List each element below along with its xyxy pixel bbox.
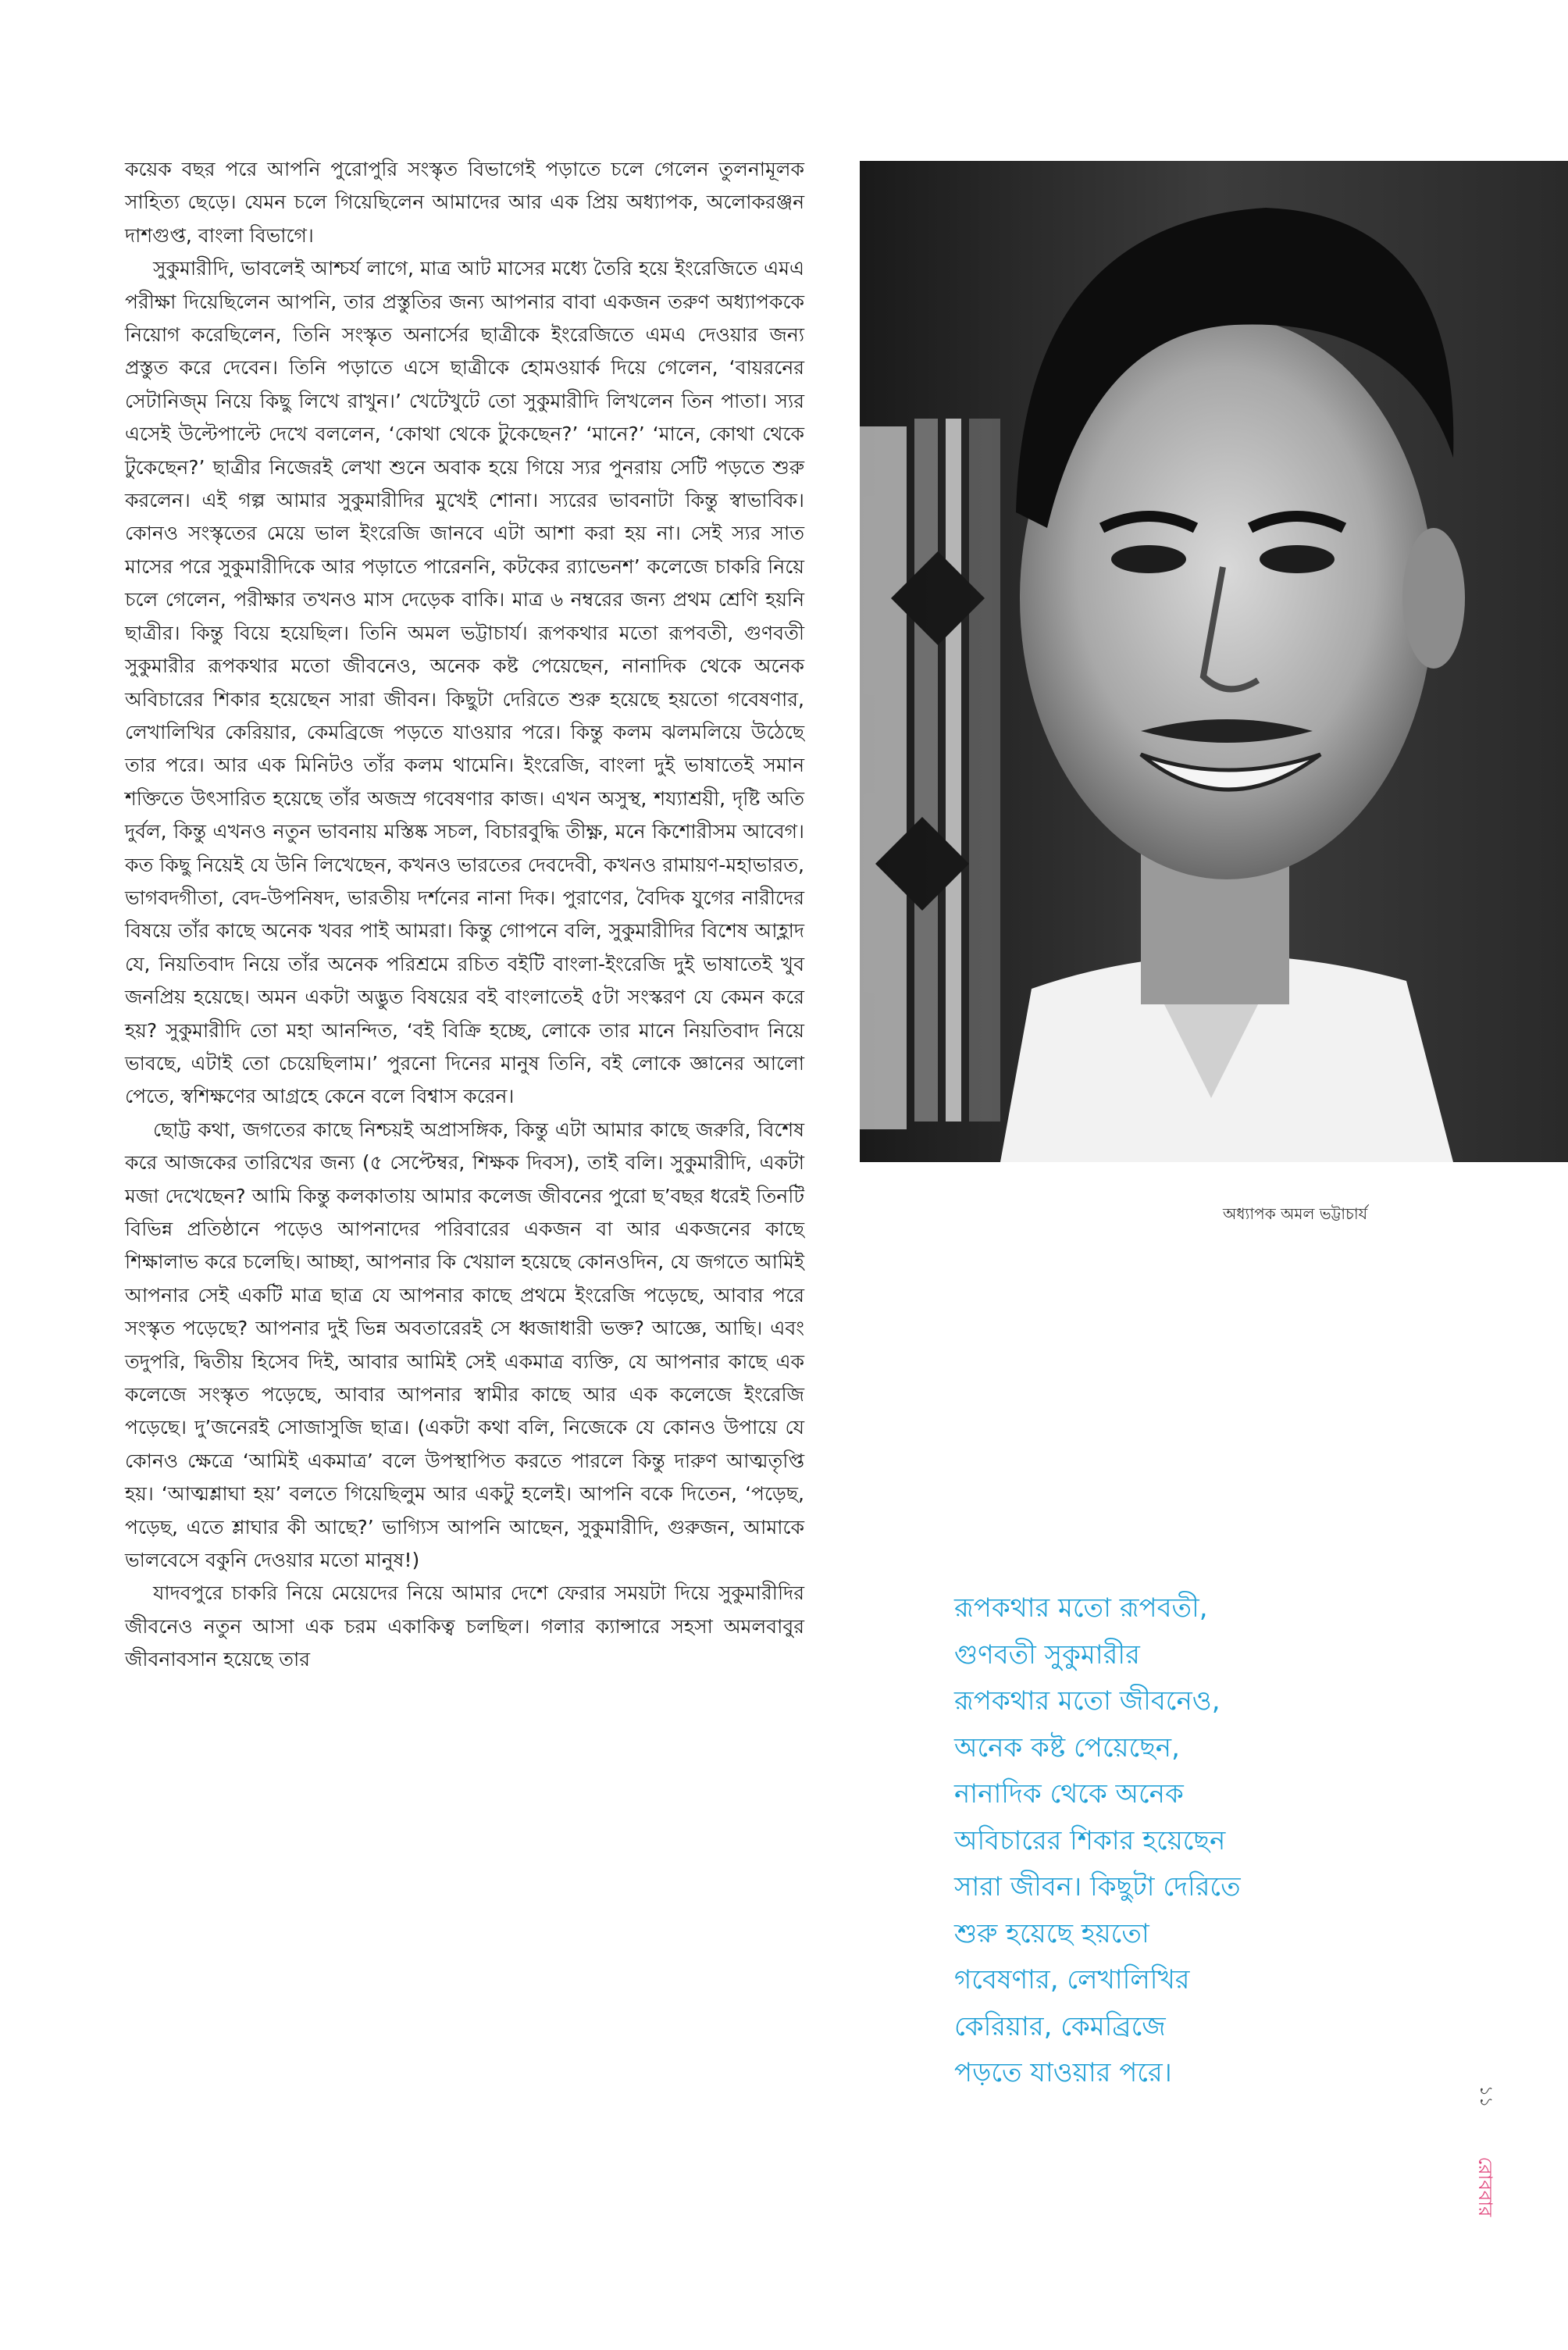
- article-paragraph: ছোট্ট কথা, জগতের কাছে নিশ্চয়ই অপ্রাসঙ্গিক, কিন্তু এটা আমার কাছে জরুরি, বিশেষ করে আজকের তারিখের জন্য (৫ সেপ্টেম্বর, শিক্ষক দিবস), তাই বলি। সুকুমারীদি, একটা মজা দেখেছেন? আমি কিন্তু কলকাতায় আমার কলেজ জীবনের পুরো ছ’বছর ধরেই তিনটি বিভিন্ন প্রতিষ্ঠানে পড়েও আপনাদের পরিবারের একজন বা আর একজনের কাছে শিক্ষালাভ করে চলেছি। আচ্ছা, আপনার কি খেয়াল হয়েছে কোনওদিন, যে জগতে আমিই আপনার সেই একটি মাত্র ছাত্র যে আপনার কাছে প্রথমে ইংরেজি পড়েছে, আবার পরে সংস্কৃত পড়েছে? আপনার দুই ভিন্ন অবতারেরই সে ধ্বজাধারী ভক্ত? আজ্ঞে, আছি। এবং তদুপরি, দ্বিতীয় হিসেব দিই, আবার আমিই সেই একমাত্র ব্যক্তি, যে আপনার কাছে এক কলেজে সংস্কৃত পড়েছে, আবার আপনার স্বামীর কাছে আর এক কলেজে ইংরেজি পড়েছে। দু’জনেরই সোজাসুজি ছাত্র। (একটা কথা বলি, নিজেকে যে কোনও উপায়ে যে কোনও ক্ষেত্রে ‘আমিই একমাত্র’ বলে উপস্থাপিত করতে পারলে কিন্তু দারুণ আত্মতৃপ্তি হয়। ‘আত্মশ্লাঘা হয়’ বলতে গিয়েছিলুম আর একটু হলেই। আপনি বকে দিতেন, ‘পড়েছ, পড়েছ, এতে শ্লাঘার কী আছে?’ ভাগ্যিস আপনি আছেন, সুকুমারীদি, গুরুজন, আমাকে ভালবেসে বকুনি দেওয়ার মতো মানুষ!): [125, 1118, 804, 1572]
- portrait-illustration: [860, 161, 1568, 1162]
- pull-quote-line: পড়তে যাওয়ার পরে।: [954, 2057, 1172, 2088]
- article-body: [125, 153, 804, 1677]
- article-paragraph: কয়েক বছর পরে আপনি পুরোপুরি সংস্কৃত বিভাগেই পড়াতে চলে গেলেন তুলনামূলক সাহিত্য ছেড়ে। যেমন চলে গিয়েছিলেন আমাদের আর এক প্রিয় অধ্যাপক, অলোকরঞ্জন দাশগুপ্ত, বাংলা বিভাগে।: [125, 158, 804, 247]
- pull-quote-line: নানাদিক থেকে অনেক: [954, 1778, 1184, 1810]
- photo-caption: অধ্যাপক অমল ভট্টাচার্য: [1223, 1204, 1368, 1223]
- pull-quote-line: শুরু হয়েছে হয়তো: [954, 1917, 1149, 1949]
- magazine-name: রোববার: [1474, 2156, 1496, 2217]
- pull-quote-line: রূপকথার মতো জীবনেও,: [954, 1685, 1221, 1717]
- pull-quote-line: অবিচারের শিকার হয়েছেন: [954, 1824, 1226, 1856]
- portrait-photo: [860, 161, 1568, 1162]
- pull-quote-line: সারা জীবন। কিছুটা দেরিতে: [954, 1871, 1241, 1902]
- page-number: ১১: [1476, 2085, 1495, 2108]
- article-paragraph: সুকুমারীদি, ভাবলেই আশ্চর্য লাগে, মাত্র আট মাসের মধ্যে তৈরি হয়ে ইংরেজিতে এমএ পরীক্ষা দিয়েছিলেন আপনি, তার প্রস্তুতির জন্য আপনার বাবা একজন তরুণ অধ্যাপককে নিয়োগ করেছিলেন, তিনি সংস্কৃত অনার্সের ছাত্রীকে ইংরেজিতে এমএ দেওয়ার জন্য প্রস্তুত করে দেবেন। তিনি পড়াতে এসে ছাত্রীকে হোমওয়ার্ক দিয়ে গেলেন, ‘বায়রনের সেটানিজ্‌ম নিয়ে কিছু লিখে রাখুন।’ খেটেখুটে তো সুকুমারীদি লিখলেন তিন পাতা। স্যর এসেই উল্টেপাল্টে দেখে বললেন, ‘কোথা থেকে টুকেছেন?’ ‘মানে?’ ‘মানে, কোথা থেকে টুকেছেন?’ ছাত্রীর নিজেরই লেখা শুনে অবাক হয়ে গিয়ে স্যর পুনরায় সেটি পড়তে শুরু করলেন। এই গল্প আমার সুকুমারীদির মুখেই শোনা। স্যরের ভাবনাটা কিন্তু স্বাভাবিক। কোনও সংস্কৃতের মেয়ে ভাল ইংরেজি জানবে এটা আশা করা হয় না। সেই স্যর সাত মাসের পরে সুকুমারীদিকে আর পড়াতে পারেননি, কটকের র‍্যাভেনশ’ কলেজে চাকরি নিয়ে চলে গেলেন, পরীক্ষার তখনও মাস দেড়েক বাকি। মাত্র ৬ নম্বরের জন্য প্রথম শ্রেণি হয়নি ছাত্রীর। কিন্তু বিয়ে হয়েছিল। তিনি অমল ভট্টাচার্য। রূপকথার মতো রূপবতী, গুণবতী সুকুমারীর রূপকথার মতো জীবনেও, অনেক কষ্ট পেয়েছেন, নানাদিক থেকে অনেক অবিচারের শিকার হয়েছেন সারা জীবন। কিছুটা দেরিতে শুরু হয়েছে হয়তো গবেষণার, লেখালিখির কেরিয়ার, কেমব্রিজে পড়তে যাওয়ার পরে। কিন্তু কলম ঝলমলিয়ে উঠেছে তার পরে। আর এক মিনিটও তাঁর কলম থামেনি। ইংরেজি, বাংলা দুই ভাষাতেই সমান শক্তিতে উৎসারিত হয়েছে তাঁর অজস্র গবেষণার কাজ। এখন অসুস্থ, শয্যাশ্রয়ী, দৃষ্টি অতি দুর্বল, কিন্তু এখনও নতুন ভাবনায় মস্তিষ্ক সচল, বিচারবুদ্ধি তীক্ষ্ণ, মনে কিশোরীসম আবেগ। কত কিছু নিয়েই যে উনি লিখেছেন, কখনও ভারতের দেবদেবী, কখনও রামায়ণ-মহাভারত, ভাগবদগীতা, বেদ-উপনিষদ, ভারতীয় দর্শনের নানা দিক। পুরাণের, বৈদিক যুগের নারীদের বিষয়ে তাঁর কাছে অনেক খবর পাই আমরা। কিন্তু গোপনে বলি, সুকুমারীদির বিশেষ আহ্লাদ যে, নিয়তিবাদ নিয়ে তাঁর অনেক পরিশ্রমে রচিত বইটি বাংলা-ইংরেজি দুই ভাষাতেই খুব জনপ্রিয় হয়েছে। অমন একটা অদ্ভুত বিষয়ের বই বাংলাতেই ৫টা সংস্করণ যে কেমন করে হয়? সুকুমারীদি তো মহা আনন্দিত, ‘বই বিক্রি হচ্ছে, লোকে তার মানে নিয়তিবাদ নিয়ে ভাবছে, এটাই তো চেয়েছিলাম।’ পুরনো দিনের মানুষ তিনি, বই লোকে জ্ঞানের আলো পেতে, স্বশিক্ষণের আগ্রহে কেনে বলে বিশ্বাস করেন।: [125, 257, 804, 1108]
- pull-quote-line: অনেক কষ্ট পেয়েছেন,: [954, 1731, 1180, 1763]
- article-paragraph: যাদবপুরে চাকরি নিয়ে মেয়েদের নিয়ে আমার দেশে ফেরার সময়টা দিয়ে সুকুমারীদির জীবনেও নতুন আসা এক চরম একাকিত্ব চলছিল। গলার ক্যান্সারে সহসা অমলবাবুর জীবনাবসান হয়েছে তার: [125, 1582, 804, 1671]
- pull-quote: [954, 1585, 1392, 2097]
- pull-quote-line: কেরিয়ার, কেমব্রিজে: [954, 2010, 1166, 2042]
- page-folio: [1468, 2085, 1499, 2218]
- pull-quote-line: গুণবতী সুকুমারীর: [954, 1639, 1140, 1671]
- pull-quote-line: রূপকথার মতো রূপবতী,: [954, 1592, 1208, 1624]
- pull-quote-line: গবেষণার, লেখালিখির: [954, 1964, 1190, 1995]
